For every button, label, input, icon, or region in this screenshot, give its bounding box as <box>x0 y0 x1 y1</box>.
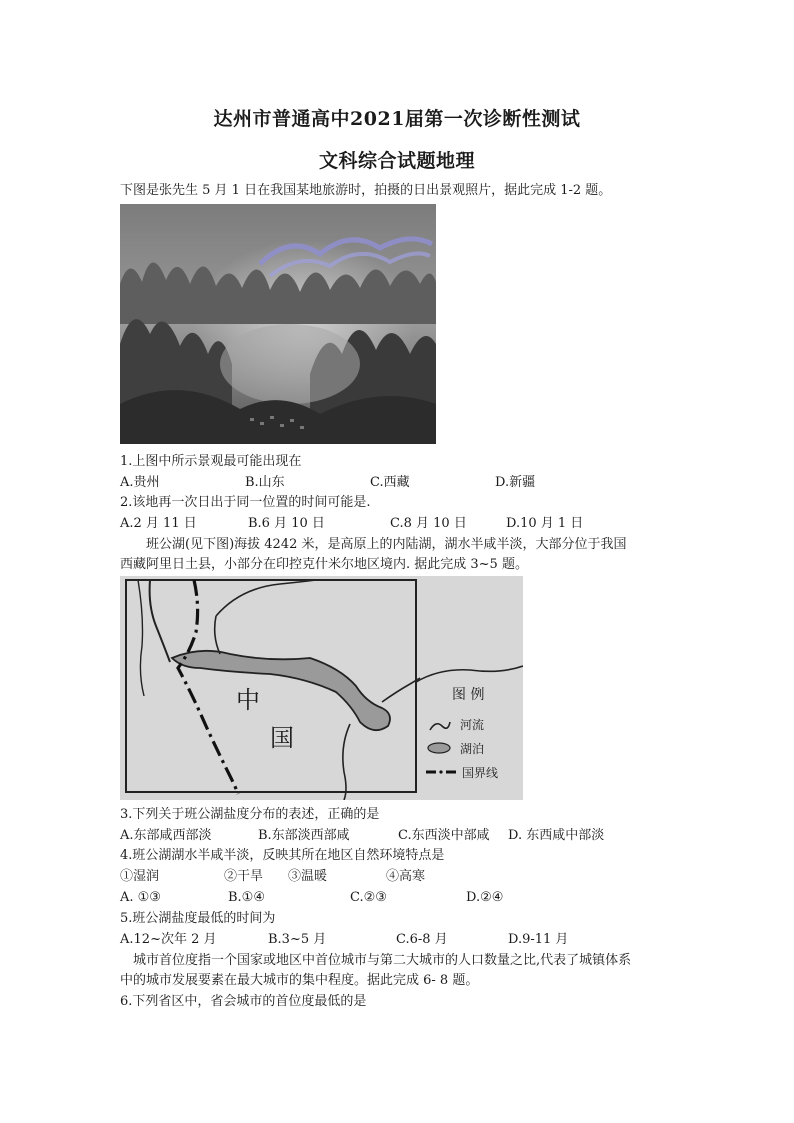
question-4-items <box>120 868 680 885</box>
lake-legend-icon <box>426 740 452 756</box>
question-4-option-b[interactable]: B.①④ <box>228 890 265 905</box>
intro-text-2-line-2: 西藏阿里日土县，小部分在印控克什米尔地区境内. 据此完成 3~5 题。 <box>120 557 528 572</box>
intro-text-2-line-1: 班公湖(见下图)海拔 4242 米，是高原上的内陆湖，湖水半咸半淡，大部分位于我国 <box>146 537 627 552</box>
question-4-item-3: ③温暖 <box>288 869 328 884</box>
exam-title: 达州市普通高中2021届第一次诊断性测试 <box>213 108 581 130</box>
question-1-option-b[interactable]: B.山东 <box>245 475 285 490</box>
question-2-option-d[interactable]: D.10 月 1 日 <box>506 516 584 531</box>
question-5-stem: 5.班公湖盐度最低的时间为 <box>120 911 276 926</box>
question-1-option-d[interactable]: D.新疆 <box>495 475 536 490</box>
question-3-option-b[interactable]: B.东部淡西部咸 <box>258 828 350 843</box>
question-5-option-c[interactable]: C.6-8 月 <box>396 932 448 947</box>
map-legend-title: 图 例 <box>452 687 485 703</box>
question-1-option-a[interactable]: A.贵州 <box>120 475 160 490</box>
sunrise-landscape-photo <box>120 204 436 444</box>
question-3-options <box>120 827 680 844</box>
intro-text-1: 下图是张先生 5 月 1 日在我国某地旅游时，拍摄的日出景观照片，据此完成 1-2 题。 <box>120 183 612 198</box>
question-4-stem: 4.班公湖湖水半咸半淡，反映其所在地区自然环境特点是 <box>120 848 445 863</box>
bangong-lake-map <box>120 576 523 800</box>
question-2-options <box>120 515 680 532</box>
question-2-stem: 2.该地再一次日出于同一位置的时间可能是. <box>120 495 371 510</box>
map-legend-river: 河流 <box>460 718 485 732</box>
question-2-option-b[interactable]: B.6 月 10 日 <box>248 516 325 531</box>
question-1-options <box>120 474 680 491</box>
question-3-option-c[interactable]: C.东西淡中部咸 <box>398 828 490 843</box>
question-5-option-b[interactable]: B.3~5 月 <box>268 932 327 947</box>
question-4-item-1: ①湿润 <box>120 869 160 884</box>
exam-subtitle: 文科综合试题地理 <box>318 150 475 172</box>
question-4-item-4: ④高寒 <box>386 869 426 884</box>
map-legend-border: 国界线 <box>462 766 499 780</box>
question-2-option-c[interactable]: C.8 月 10 日 <box>390 516 467 531</box>
question-5-option-d[interactable]: D.9-11 月 <box>508 932 569 947</box>
question-4-option-d[interactable]: D.②④ <box>466 890 504 905</box>
question-2-option-a[interactable]: A.2 月 11 日 <box>120 516 197 531</box>
question-3-option-a[interactable]: A.东部咸西部淡 <box>120 828 212 843</box>
question-3-stem: 3.下列关于班公湖盐度分布的表述，正确的是 <box>120 807 380 822</box>
border-legend-icon <box>424 766 458 778</box>
map-legend-lake: 湖泊 <box>460 742 485 756</box>
question-3-option-d[interactable]: D. 东西咸中部淡 <box>508 828 605 843</box>
question-1-stem: 1.上图中所示景观最可能出现在 <box>120 454 302 469</box>
intro-text-3-line-2: 中的城市发展要素在最大城市的集中程度。据此完成 6- 8 题。 <box>120 973 479 988</box>
question-5-option-a[interactable]: A.12~次年 2 月 <box>120 932 217 947</box>
question-4-item-2: ②干旱 <box>224 869 264 884</box>
question-4-option-a[interactable]: A. ①③ <box>120 890 161 905</box>
question-4-option-c[interactable]: C.②③ <box>350 890 387 905</box>
river-legend-icon <box>428 716 452 734</box>
question-1-option-c[interactable]: C.西藏 <box>370 475 410 490</box>
map-label-guo: 国 <box>270 724 294 752</box>
intro-text-3-line-1: 城市首位度指一个国家或地区中首位城市与第二大城市的人口数量之比,代表了城镇体系 <box>133 953 632 968</box>
question-5-options <box>120 931 680 948</box>
question-4-options <box>120 889 680 906</box>
map-label-zhong: 中 <box>236 686 260 714</box>
question-6-stem: 6.下列省区中，省会城市的首位度最低的是 <box>120 994 367 1009</box>
